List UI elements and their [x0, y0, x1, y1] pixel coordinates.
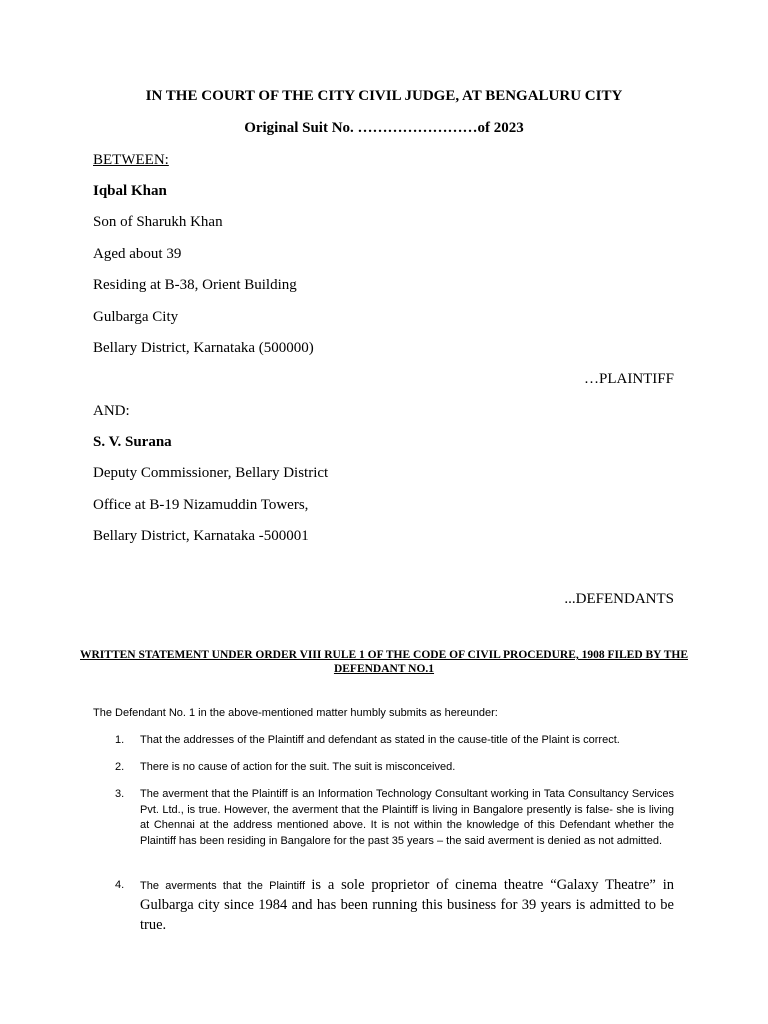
plaintiff-role-label: …PLAINTIFF — [583, 371, 674, 387]
plaintiff-line: Gulbarga City — [93, 309, 179, 325]
list-item-text-large: is a sole proprietor of cinema theatre “Galaxy Theatre” in Gulbarga city since 1984 and has been running this business for 39 years is admitted to be true. — [140, 877, 674, 933]
list-item-text: The averment that the Plaintiff is an Information Technology Consultant working in Tata Consultancy Services Pvt. Ltd., is true. However, the averment that the Plaintiff is living in Bangalore presently is false- she is living at Chennai at the address mentioned above. It is not within the knowledge of this Defendant whether the Plaintiff has been residing in Bangalore for the past 35 years – the said averment is denied as not admitted. — [140, 788, 674, 847]
list-item-text-small: The averments that the Plaintiff — [140, 880, 312, 892]
list-item — [115, 733, 674, 749]
defendant-line: Office at B-19 Nizamuddin Towers, — [93, 497, 309, 513]
and-label: AND: — [93, 403, 130, 419]
list-item — [115, 876, 674, 936]
defendant-line: Deputy Commissioner, Bellary District — [93, 465, 329, 481]
court-title: IN THE COURT OF THE CITY CIVIL JUDGE, AT BENGALURU CITY — [145, 88, 623, 104]
defendant-line: Bellary District, Karnataka -500001 — [93, 528, 309, 544]
list-item-number: 3. — [115, 788, 125, 800]
written-statement-title: WRITTEN STATEMENT UNDER ORDER VIII RULE 1 OF THE CODE OF CIVIL PROCEDURE, 1908 FILED BY THE DEFENDANT NO.1 — [80, 649, 689, 675]
list-item-number: 4. — [115, 879, 125, 891]
intro-paragraph: The Defendant No. 1 in the above-mentioned matter humbly submits as hereunder: — [93, 707, 498, 719]
defendant-name: S. V. Surana — [93, 434, 172, 450]
list-item-number: 2. — [115, 761, 125, 773]
list-item-text: There is no cause of action for the suit. The suit is misconceived. — [140, 761, 456, 773]
list-item-text: That the addresses of the Plaintiff and defendant as stated in the cause-title of the Plaint is correct. — [140, 734, 620, 746]
between-label: BETWEEN: — [93, 152, 169, 168]
plaintiff-line: Aged about 39 — [93, 246, 182, 262]
list-item-number: 1. — [115, 734, 125, 746]
plaintiff-name: Iqbal Khan — [93, 183, 167, 199]
list-item — [115, 787, 674, 867]
list-item — [115, 760, 674, 776]
suit-number-line: Original Suit No. ……………………of 2023 — [244, 120, 524, 136]
plaintiff-line: Residing at B-38, Orient Building — [93, 277, 297, 293]
plaintiff-line: Bellary District, Karnataka (500000) — [93, 340, 314, 356]
plaintiff-line: Son of Sharukh Khan — [93, 214, 223, 230]
defendant-role-label: ...DEFENDANTS — [564, 591, 674, 607]
list-item-text — [140, 876, 674, 936]
